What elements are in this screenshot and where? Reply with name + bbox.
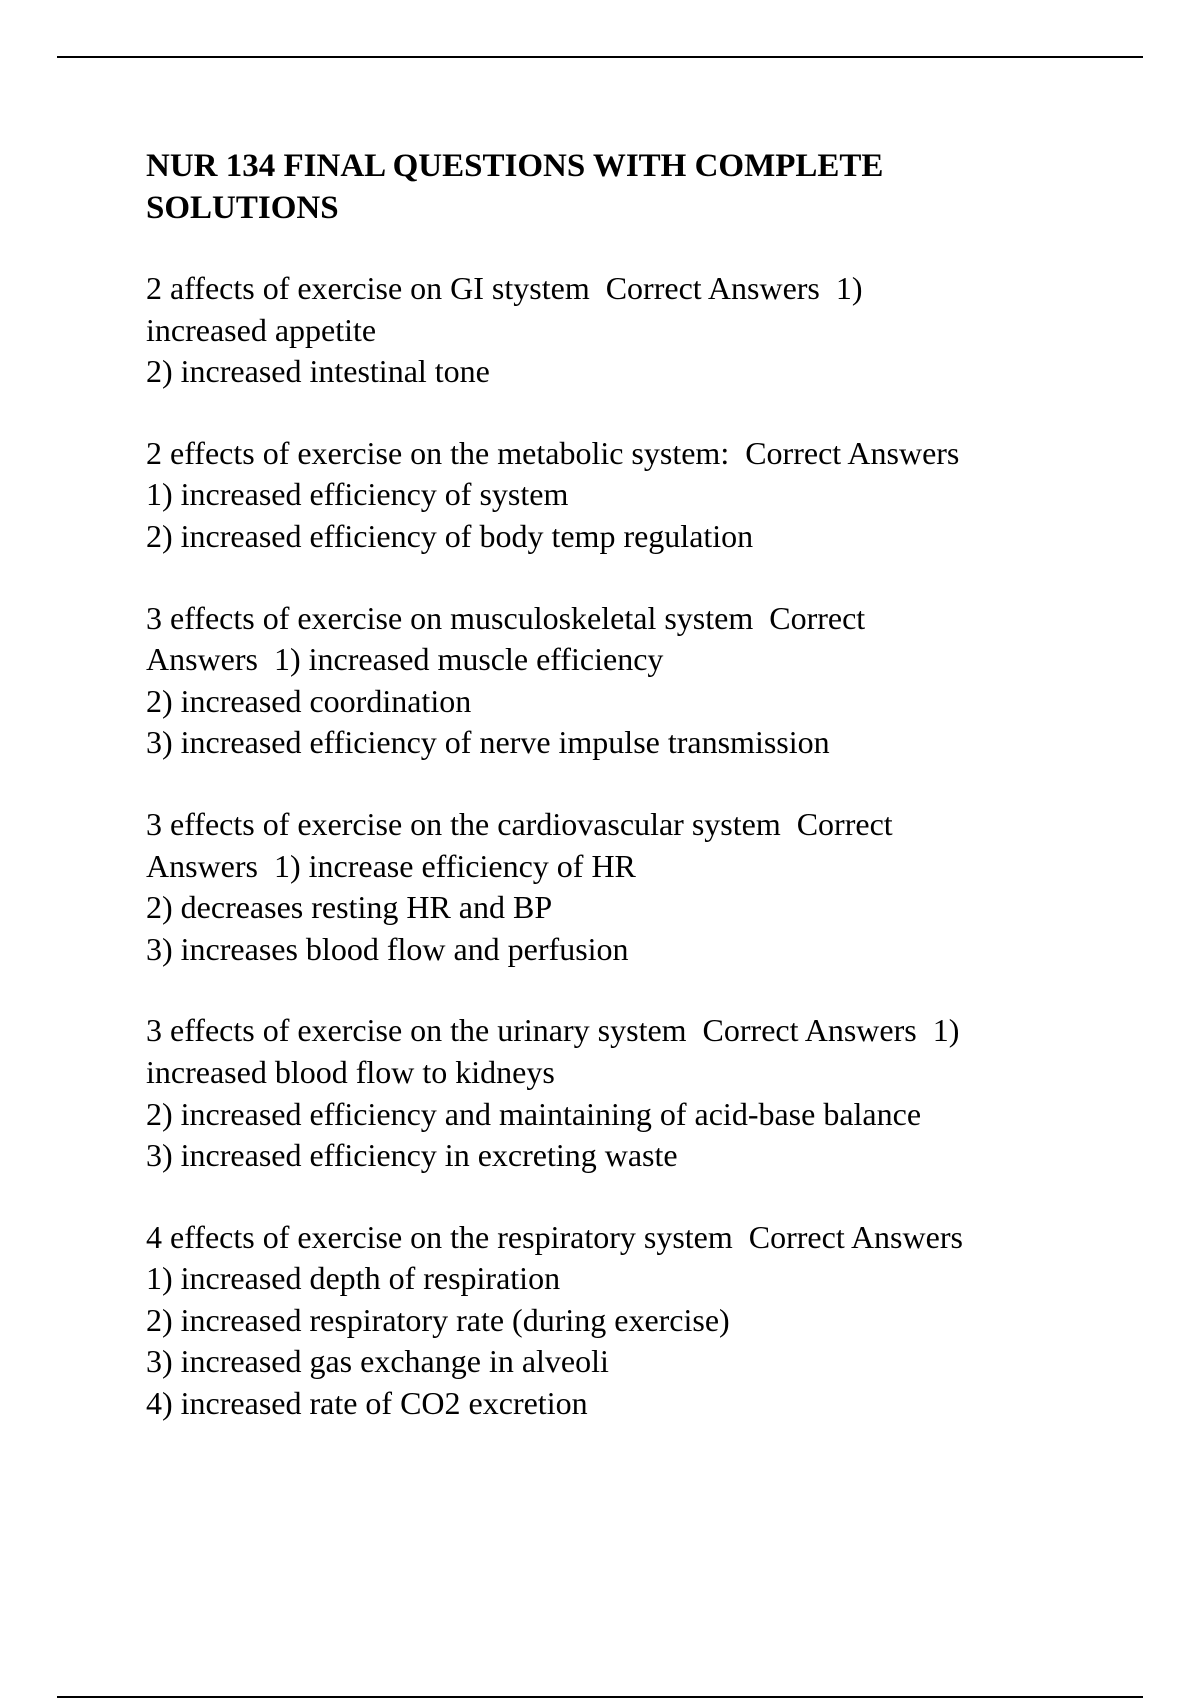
qa-line: 3 effects of exercise on the cardiovascular system Correct bbox=[146, 805, 893, 842]
bottom-rule bbox=[57, 1696, 1143, 1698]
qa-item-cardiovascular-system bbox=[146, 804, 1106, 970]
qa-line: 4 effects of exercise on the respiratory system Correct Answers bbox=[146, 1218, 963, 1255]
document-body bbox=[146, 145, 1106, 1465]
qa-line: 3) increases blood flow and perfusion bbox=[146, 930, 629, 967]
qa-line: 4) increased rate of CO2 excretion bbox=[146, 1385, 588, 1422]
qa-line: increased appetite bbox=[146, 311, 377, 348]
qa-line: Answers 1) increased muscle efficiency bbox=[146, 641, 664, 678]
qa-item-metabolic-system bbox=[146, 433, 1106, 558]
qa-line: 2) decreases resting HR and BP bbox=[146, 889, 553, 926]
qa-item-musculoskeletal-system bbox=[146, 598, 1106, 764]
qa-line: Answers 1) increase efficiency of HR bbox=[146, 847, 636, 884]
qa-line: 1) increased efficiency of system bbox=[146, 476, 569, 513]
qa-line: 2) increased efficiency of body temp regulation bbox=[146, 517, 754, 554]
qa-line: 2) increased efficiency and maintaining of acid-base balance bbox=[146, 1095, 922, 1132]
qa-line: 3 effects of exercise on the urinary system Correct Answers 1) bbox=[146, 1012, 960, 1049]
qa-item-respiratory-system bbox=[146, 1217, 1106, 1425]
qa-line: 3) increased efficiency of nerve impulse transmission bbox=[146, 724, 830, 761]
title-line: NUR 134 FINAL QUESTIONS WITH COMPLETE bbox=[146, 148, 884, 184]
document-title bbox=[146, 145, 1106, 229]
top-rule bbox=[57, 56, 1143, 58]
qa-item-urinary-system bbox=[146, 1010, 1106, 1176]
title-line: SOLUTIONS bbox=[146, 190, 339, 226]
qa-line: increased blood flow to kidneys bbox=[146, 1053, 555, 1090]
qa-item-gi-system bbox=[146, 268, 1106, 393]
qa-line: 3) increased gas exchange in alveoli bbox=[146, 1343, 609, 1380]
qa-line: 2 effects of exercise on the metabolic system: Correct Answers bbox=[146, 434, 960, 471]
qa-line: 2) increased intestinal tone bbox=[146, 353, 490, 390]
qa-line: 2) increased coordination bbox=[146, 682, 472, 719]
qa-line: 2) increased respiratory rate (during exercise) bbox=[146, 1301, 730, 1338]
qa-line: 3) increased efficiency in excreting waste bbox=[146, 1137, 678, 1174]
qa-line: 3 effects of exercise on musculoskeletal system Correct bbox=[146, 599, 866, 636]
qa-line: 2 affects of exercise on GI stystem Correct Answers 1) bbox=[146, 270, 863, 306]
qa-line: 1) increased depth of respiration bbox=[146, 1260, 561, 1297]
